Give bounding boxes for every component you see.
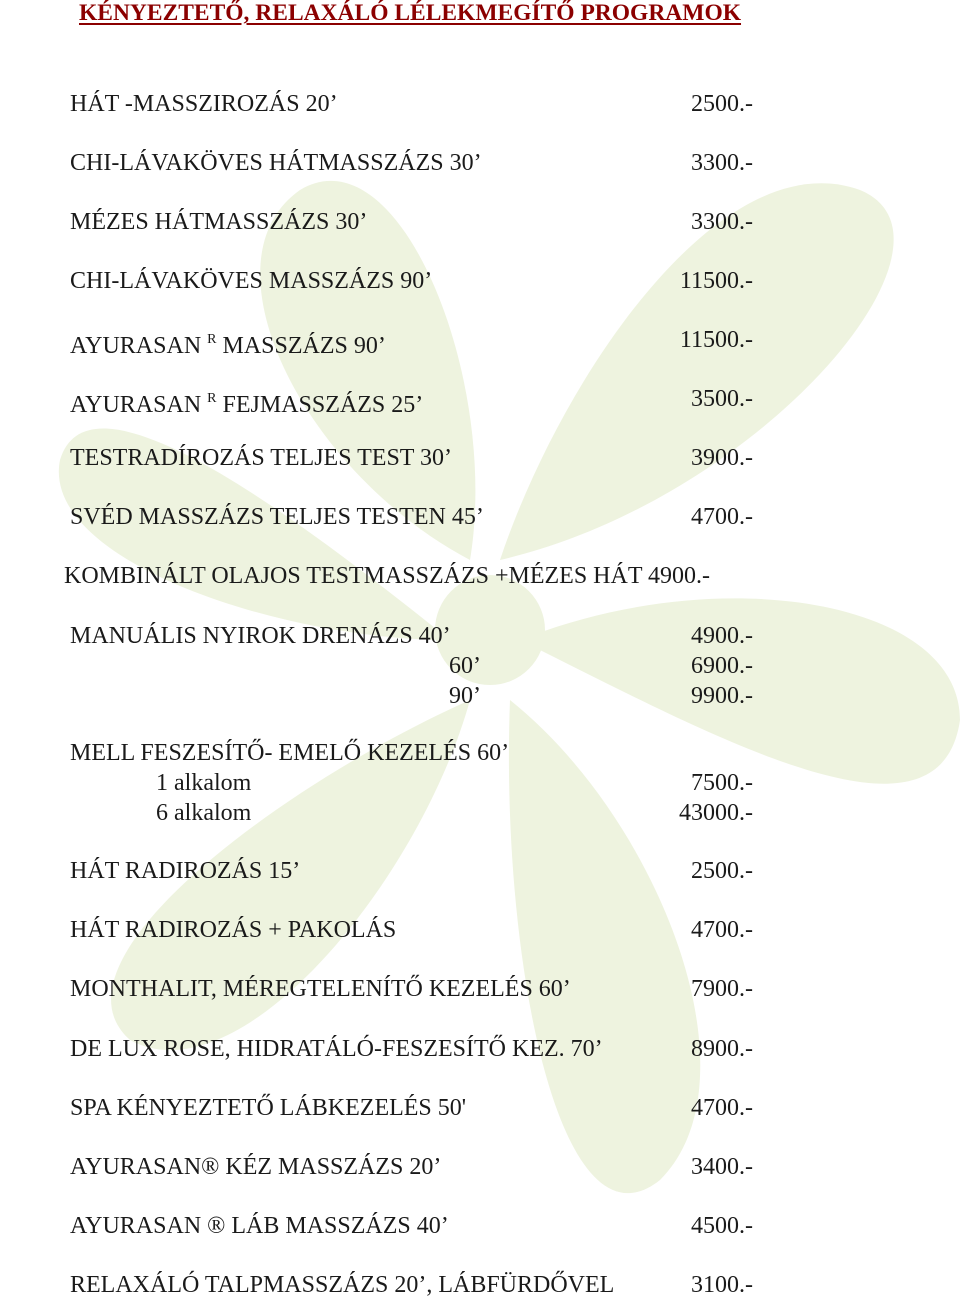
registered-mark: R [207,332,217,347]
page-title: KÉNYEZTETŐ, RELAXÁLÓ LÉLEKMEGÍTŐ PROGRAMOK [79,0,742,26]
item-price: 3500.- [691,386,753,412]
item-price: 11500.- [679,327,753,353]
item-price: 4700.- [691,1095,753,1121]
item-price: 2500.- [691,858,753,884]
item-name: CHI-LÁVAKÖVES HÁTMASSZÁZS 30’ [70,150,482,176]
item-name: SPA KÉNYEZTETŐ LÁBKEZELÉS 50' [70,1095,467,1121]
item-name [70,384,423,420]
item-price: 6900.- [691,653,753,679]
item-name: HÁT RADIROZÁS 15’ [70,858,301,884]
item-price: 8900.- [691,1036,753,1062]
item-price: 3300.- [691,150,753,176]
item-price: 7900.- [691,976,753,1002]
item-name: KOMBINÁLT OLAJOS TESTMASSZÁZS +MÉZES HÁT 4900.- [64,563,711,589]
item-name-part: FEJMASSZÁZS 25’ [216,392,424,418]
item-price: 3300.- [691,209,753,235]
item-name: HÁT -MASSZIROZÁS 20’ [70,91,338,117]
item-name: MANUÁLIS NYIROK DRENÁZS 40’ [70,623,451,649]
item-name: 1 alkalom [156,770,252,796]
item-price: 4700.- [691,504,753,530]
watermark-petal [509,700,700,1193]
item-name-part: AYURASAN [70,333,208,359]
item-name: MELL FESZESÍTŐ- EMELŐ KEZELÉS 60’ [70,740,510,766]
item-price: 3100.- [691,1272,753,1298]
item-name: 60’ [449,653,481,679]
item-name: 90’ [449,683,481,709]
item-price: 4900.- [691,623,753,649]
item-name: CHI-LÁVAKÖVES MASSZÁZS 90’ [70,268,433,294]
item-name-part: MASSZÁZS 90’ [216,333,386,359]
item-price: 11500.- [679,268,753,294]
item-name: AYURASAN® KÉZ MASSZÁZS 20’ [70,1154,442,1180]
item-name: RELAXÁLÓ TALPMASSZÁZS 20’, LÁBFÜRDŐVEL [70,1272,615,1298]
item-price: 7500.- [691,770,753,796]
item-price: 3900.- [691,445,753,471]
item-name: AYURASAN ® LÁB MASSZÁZS 40’ [70,1213,449,1239]
item-price: 3400.- [691,1154,753,1180]
item-name: HÁT RADIROZÁS + PAKOLÁS [70,917,397,943]
item-name: TESTRADÍROZÁS TELJES TEST 30’ [70,445,453,471]
item-price: 9900.- [691,683,753,709]
item-name [70,325,386,361]
item-price: 2500.- [691,91,753,117]
item-price: 4500.- [691,1213,753,1239]
item-name: 6 alkalom [156,800,252,826]
item-name: MÉZES HÁTMASSZÁZS 30’ [70,209,368,235]
item-price: 4700.- [691,917,753,943]
registered-mark: R [207,391,217,406]
item-name: MONTHALIT, MÉREGTELENÍTŐ KEZELÉS 60’ [70,976,571,1002]
item-name-part: AYURASAN [70,392,208,418]
item-name: SVÉD MASSZÁZS TELJES TESTEN 45’ [70,504,484,530]
item-name: DE LUX ROSE, HIDRATÁLÓ-FESZESÍTŐ KEZ. 70’ [70,1036,603,1062]
item-price: 43000.- [679,800,753,826]
